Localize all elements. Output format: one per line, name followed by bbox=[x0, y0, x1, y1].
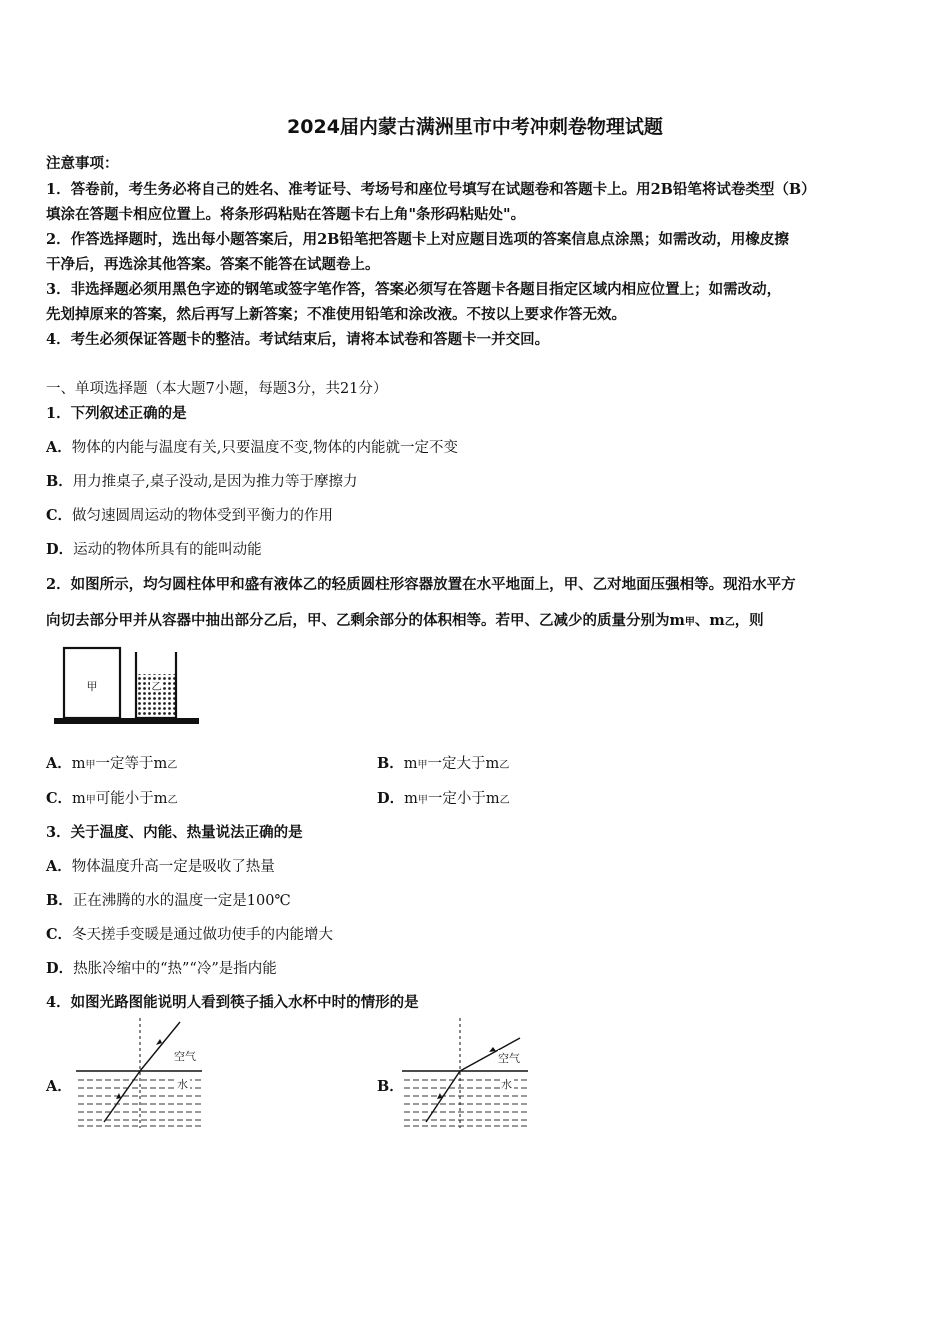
liquid-yi-label: 乙 bbox=[151, 682, 162, 693]
subscript-yi: 乙 bbox=[724, 617, 735, 628]
subscript-jia: 甲 bbox=[85, 760, 96, 771]
air-label: 空气 bbox=[174, 1050, 196, 1063]
mass-symbol: m bbox=[71, 756, 86, 772]
q2-option-b bbox=[377, 752, 509, 773]
separator: 、 bbox=[694, 612, 710, 629]
mass-symbol: m bbox=[72, 791, 86, 807]
option-text: 物体温度升高一定是吸收了热量 bbox=[71, 859, 275, 875]
q3-option-b bbox=[46, 889, 291, 910]
option-label: A． bbox=[46, 858, 72, 875]
option-label: C． bbox=[46, 926, 73, 943]
q3-option-a bbox=[46, 855, 275, 876]
q2-stem-end: ，则 bbox=[734, 612, 764, 629]
subscript-yi: 乙 bbox=[499, 760, 510, 771]
mass-symbol: m bbox=[153, 791, 168, 807]
cylinder-jia-label: 甲 bbox=[86, 680, 98, 693]
q4-diagram-a bbox=[76, 1018, 206, 1130]
q3-option-c bbox=[46, 923, 333, 944]
option-label: A． bbox=[46, 755, 72, 772]
q2-stem-line-1: 2．如图所示，均匀圆柱体甲和盛有液体乙的轻质圆柱形容器放置在水平地面上，甲、乙对地面压强相等。现沿水平方 bbox=[46, 576, 796, 593]
water-label: 水 bbox=[501, 1078, 512, 1091]
q2-stem-line-2 bbox=[46, 609, 764, 630]
water-label: 水 bbox=[177, 1078, 188, 1091]
mass-symbol: m bbox=[403, 756, 418, 772]
mass-symbol: m bbox=[485, 791, 500, 807]
mass-symbol: m bbox=[669, 612, 685, 629]
option-label: D． bbox=[46, 960, 74, 977]
option-label: B． bbox=[46, 892, 73, 909]
subscript-jia: 甲 bbox=[684, 617, 695, 628]
option-text: 正在沸腾的水的温度一定是100℃ bbox=[72, 893, 291, 909]
notice-line-7: 4．考生必须保证答题卡的整洁。考试结束后，请将本试卷和答题卡一并交回。 bbox=[46, 331, 550, 348]
option-text: 热胀冷缩中的“热”“冷”是指内能 bbox=[73, 961, 277, 977]
option-text: 运动的物体所具有的能叫动能 bbox=[73, 542, 262, 558]
q2-option-d bbox=[377, 787, 510, 808]
q4-option-b-label: B． bbox=[377, 1078, 404, 1095]
option-text: 冬天搓手变暖是通过做功使手的内能增大 bbox=[72, 927, 334, 943]
q4-diagram-b bbox=[402, 1018, 532, 1130]
option-label: C． bbox=[46, 507, 73, 524]
mass-symbol: m bbox=[709, 612, 725, 629]
page-title: 2024届内蒙古满洲里市中考冲刺卷物理试题 bbox=[287, 116, 663, 138]
q3-option-d bbox=[46, 957, 277, 978]
option-relation: 一定小于 bbox=[427, 791, 486, 807]
q1-option-c bbox=[46, 504, 333, 525]
notice-line-5: 3．非选择题必须用黑色字迹的钢笔或签字笔作答，答案必须写在答题卡各题目指定区域内相应位置上；如需改动， bbox=[46, 281, 782, 298]
option-relation: 可能小于 bbox=[95, 791, 154, 807]
notice-line-2: 填涂在答题卡相应位置上。将条形码粘贴在答题卡右上角"条形码粘贴处"。 bbox=[46, 206, 526, 223]
option-relation: 一定等于 bbox=[95, 756, 154, 772]
notice-line-3: 2．作答选择题时，选出每小题答案后，用2B铅笔把答题卡上对应题目选项的答案信息点涂黑；如需改动，用橡皮擦 bbox=[46, 231, 789, 248]
q2-option-c bbox=[46, 787, 178, 808]
subscript-jia: 甲 bbox=[85, 795, 96, 806]
q3-stem: 3．关于温度、内能、热量说法正确的是 bbox=[46, 824, 303, 841]
notice-line-1: 1．答卷前，考生务必将自己的姓名、准考证号、考场号和座位号填写在试题卷和答题卡上。用2B铅笔将试卷类型（B） bbox=[46, 181, 816, 198]
option-text: 做匀速圆周运动的物体受到平衡力的作用 bbox=[72, 508, 334, 524]
option-text: 物体的内能与温度有关,只要温度不变,物体的内能就一定不变 bbox=[71, 440, 458, 456]
subscript-jia: 甲 bbox=[417, 760, 428, 771]
option-label: C． bbox=[46, 790, 73, 807]
option-relation: 一定大于 bbox=[427, 756, 486, 772]
q2-figure bbox=[52, 646, 202, 730]
subscript-yi: 乙 bbox=[167, 795, 178, 806]
mass-symbol: m bbox=[153, 756, 168, 772]
q4-stem: 4．如图光路图能说明人看到筷子插入水杯中时的情形的是 bbox=[46, 994, 419, 1011]
q1-option-a bbox=[46, 436, 458, 457]
subscript-jia: 甲 bbox=[417, 795, 428, 806]
air-label: 空气 bbox=[498, 1052, 520, 1065]
option-text: 用力推桌子,桌子没动,是因为推力等于摩擦力 bbox=[72, 474, 358, 490]
q1-option-d bbox=[46, 538, 262, 559]
notice-heading: 注意事项： bbox=[46, 155, 119, 172]
option-label: B． bbox=[46, 473, 73, 490]
q1-option-b bbox=[46, 470, 357, 491]
incident-ray bbox=[140, 1022, 180, 1071]
mass-symbol: m bbox=[404, 791, 418, 807]
ground bbox=[54, 718, 199, 724]
q2-stem-text: 向切去部分甲并从容器中抽出部分乙后，甲、乙剩余部分的体积相等。若甲、乙减少的质量分别为 bbox=[46, 612, 670, 629]
option-label: B． bbox=[377, 755, 404, 772]
notice-line-4: 干净后，再选涂其他答案。答案不能答在试题卷上。 bbox=[46, 256, 380, 273]
subscript-yi: 乙 bbox=[499, 795, 510, 806]
q2-option-a bbox=[46, 752, 177, 773]
subscript-yi: 乙 bbox=[167, 760, 178, 771]
notice-line-6: 先划掉原来的答案，然后再写上新答案；不准使用铅笔和涂改液。不按以上要求作答无效。 bbox=[46, 306, 626, 323]
q1-stem: 1．下列叙述正确的是 bbox=[46, 405, 187, 422]
option-label: D． bbox=[46, 541, 74, 558]
option-label: A． bbox=[46, 439, 72, 456]
option-label: D． bbox=[377, 790, 405, 807]
section-heading: 一、单项选择题（本大题7小题，每题3分，共21分） bbox=[46, 381, 388, 397]
q4-option-a-label: A． bbox=[46, 1078, 72, 1095]
mass-symbol: m bbox=[485, 756, 500, 772]
